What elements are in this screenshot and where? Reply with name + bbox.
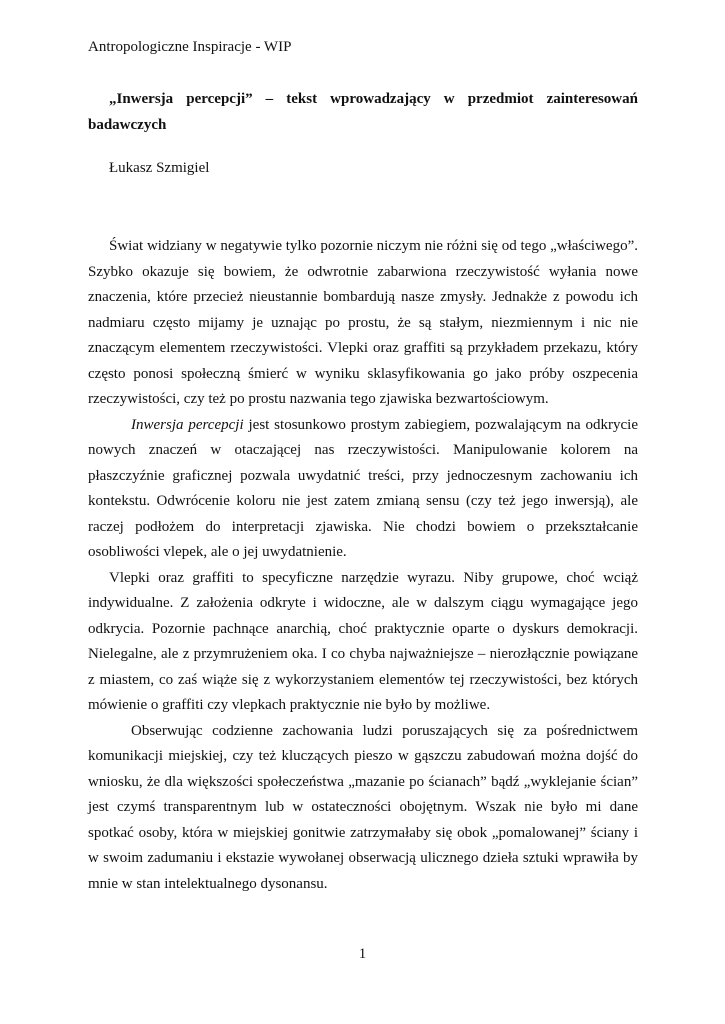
italic-term: Inwersja percepcji [131, 416, 244, 433]
body-text [88, 234, 638, 897]
paragraph-4: Obserwując codzienne zachowania ludzi poruszających się za pośrednictwem komunikacji miejskiej, czy też kluczących pieszo w gąszczu zabudowań można dojść do wniosku, że dla większości społeczeństwa „mazanie po ścianach” bądź „wyklejanie ścian” jest czymś transparentnym lub w ostateczności obojętnym. Wszak nie było mi dane spotkać osoby, która w miejskiej gonitwie zatrzymałaby się obok „pomalowanej” ściany i w swoim zadumaniu i ekstazie wywołanej obserwacją ulicznego dzieła sztuki wprawiła by mnie w stan intelektualnego dysonansu. [88, 722, 638, 892]
page-number: 1 [358, 946, 367, 962]
running-header: Antropologiczne Inspiracje - WIP [88, 39, 292, 55]
document-title: „Inwersja percepcji” – tekst wprowadzający w przedmiot zainteresowań badawczych [88, 91, 638, 133]
paragraph-2 [88, 413, 638, 566]
author-name: Łukasz Szmigiel [109, 160, 210, 176]
paragraph-3: Vlepki oraz graffiti to specyficzne narzędzie wyrazu. Niby grupowe, choć wciąż indywidualne. Z założenia odkryte i widoczne, ale w dalszym ciągu wymagające jego odkrycia. Pozornie pachnące anarchią, choć praktycznie oparte o dyskurs demokracji. Nielegalne, ale z przymrużeniem oka. I co chyba najważniejsze – nierozłącznie powiązane z miastem, co zaś wiąże się z wykorzystaniem elementów tej rzeczywistości, bez których mówienie o graffiti czy vlepkach praktycznie nie było by możliwe. [88, 569, 638, 713]
paragraph-1: Świat widziany w negatywie tylko pozornie niczym nie różni się od tego „właściwego”. Szybko okazuje się bowiem, że odwrotnie zabarwiona rzeczywistość wyłania nowe znaczenia, które przecież nieustannie bombardują nasze zmysły. Jednakże z powodu ich nadmiaru często mijamy je uznając po prostu, że są stałym, niezmiennym i nic nie znaczącym elementem rzeczywistości. Vlepki oraz graffiti są przykładem przekazu, który często ponosi społeczną śmierć w wyniku sklasyfikowania go jako próby oszpecenia rzeczywistości, czy też po prostu nazwania tego zjawiska bezwartościowym. [88, 238, 638, 407]
paragraph-2-text: jest stosunkowo prostym zabiegiem, pozwalającym na odkrycie nowych znaczeń w otaczającej nas rzeczywistości. Manipulowanie kolorem na płaszczyźnie graficznej pozwala uwydatnić treści, przy jednoczesnym zachowaniu ich kontekstu. Odwrócenie koloru nie jest zatem zmianą sensu (czy też jego inwersją), ale raczej podłożem do interpretacji zjawiska. Nie chodzi bowiem o przekształcanie osobliwości vlepek, ale o jej uwydatnienie. [88, 416, 638, 560]
